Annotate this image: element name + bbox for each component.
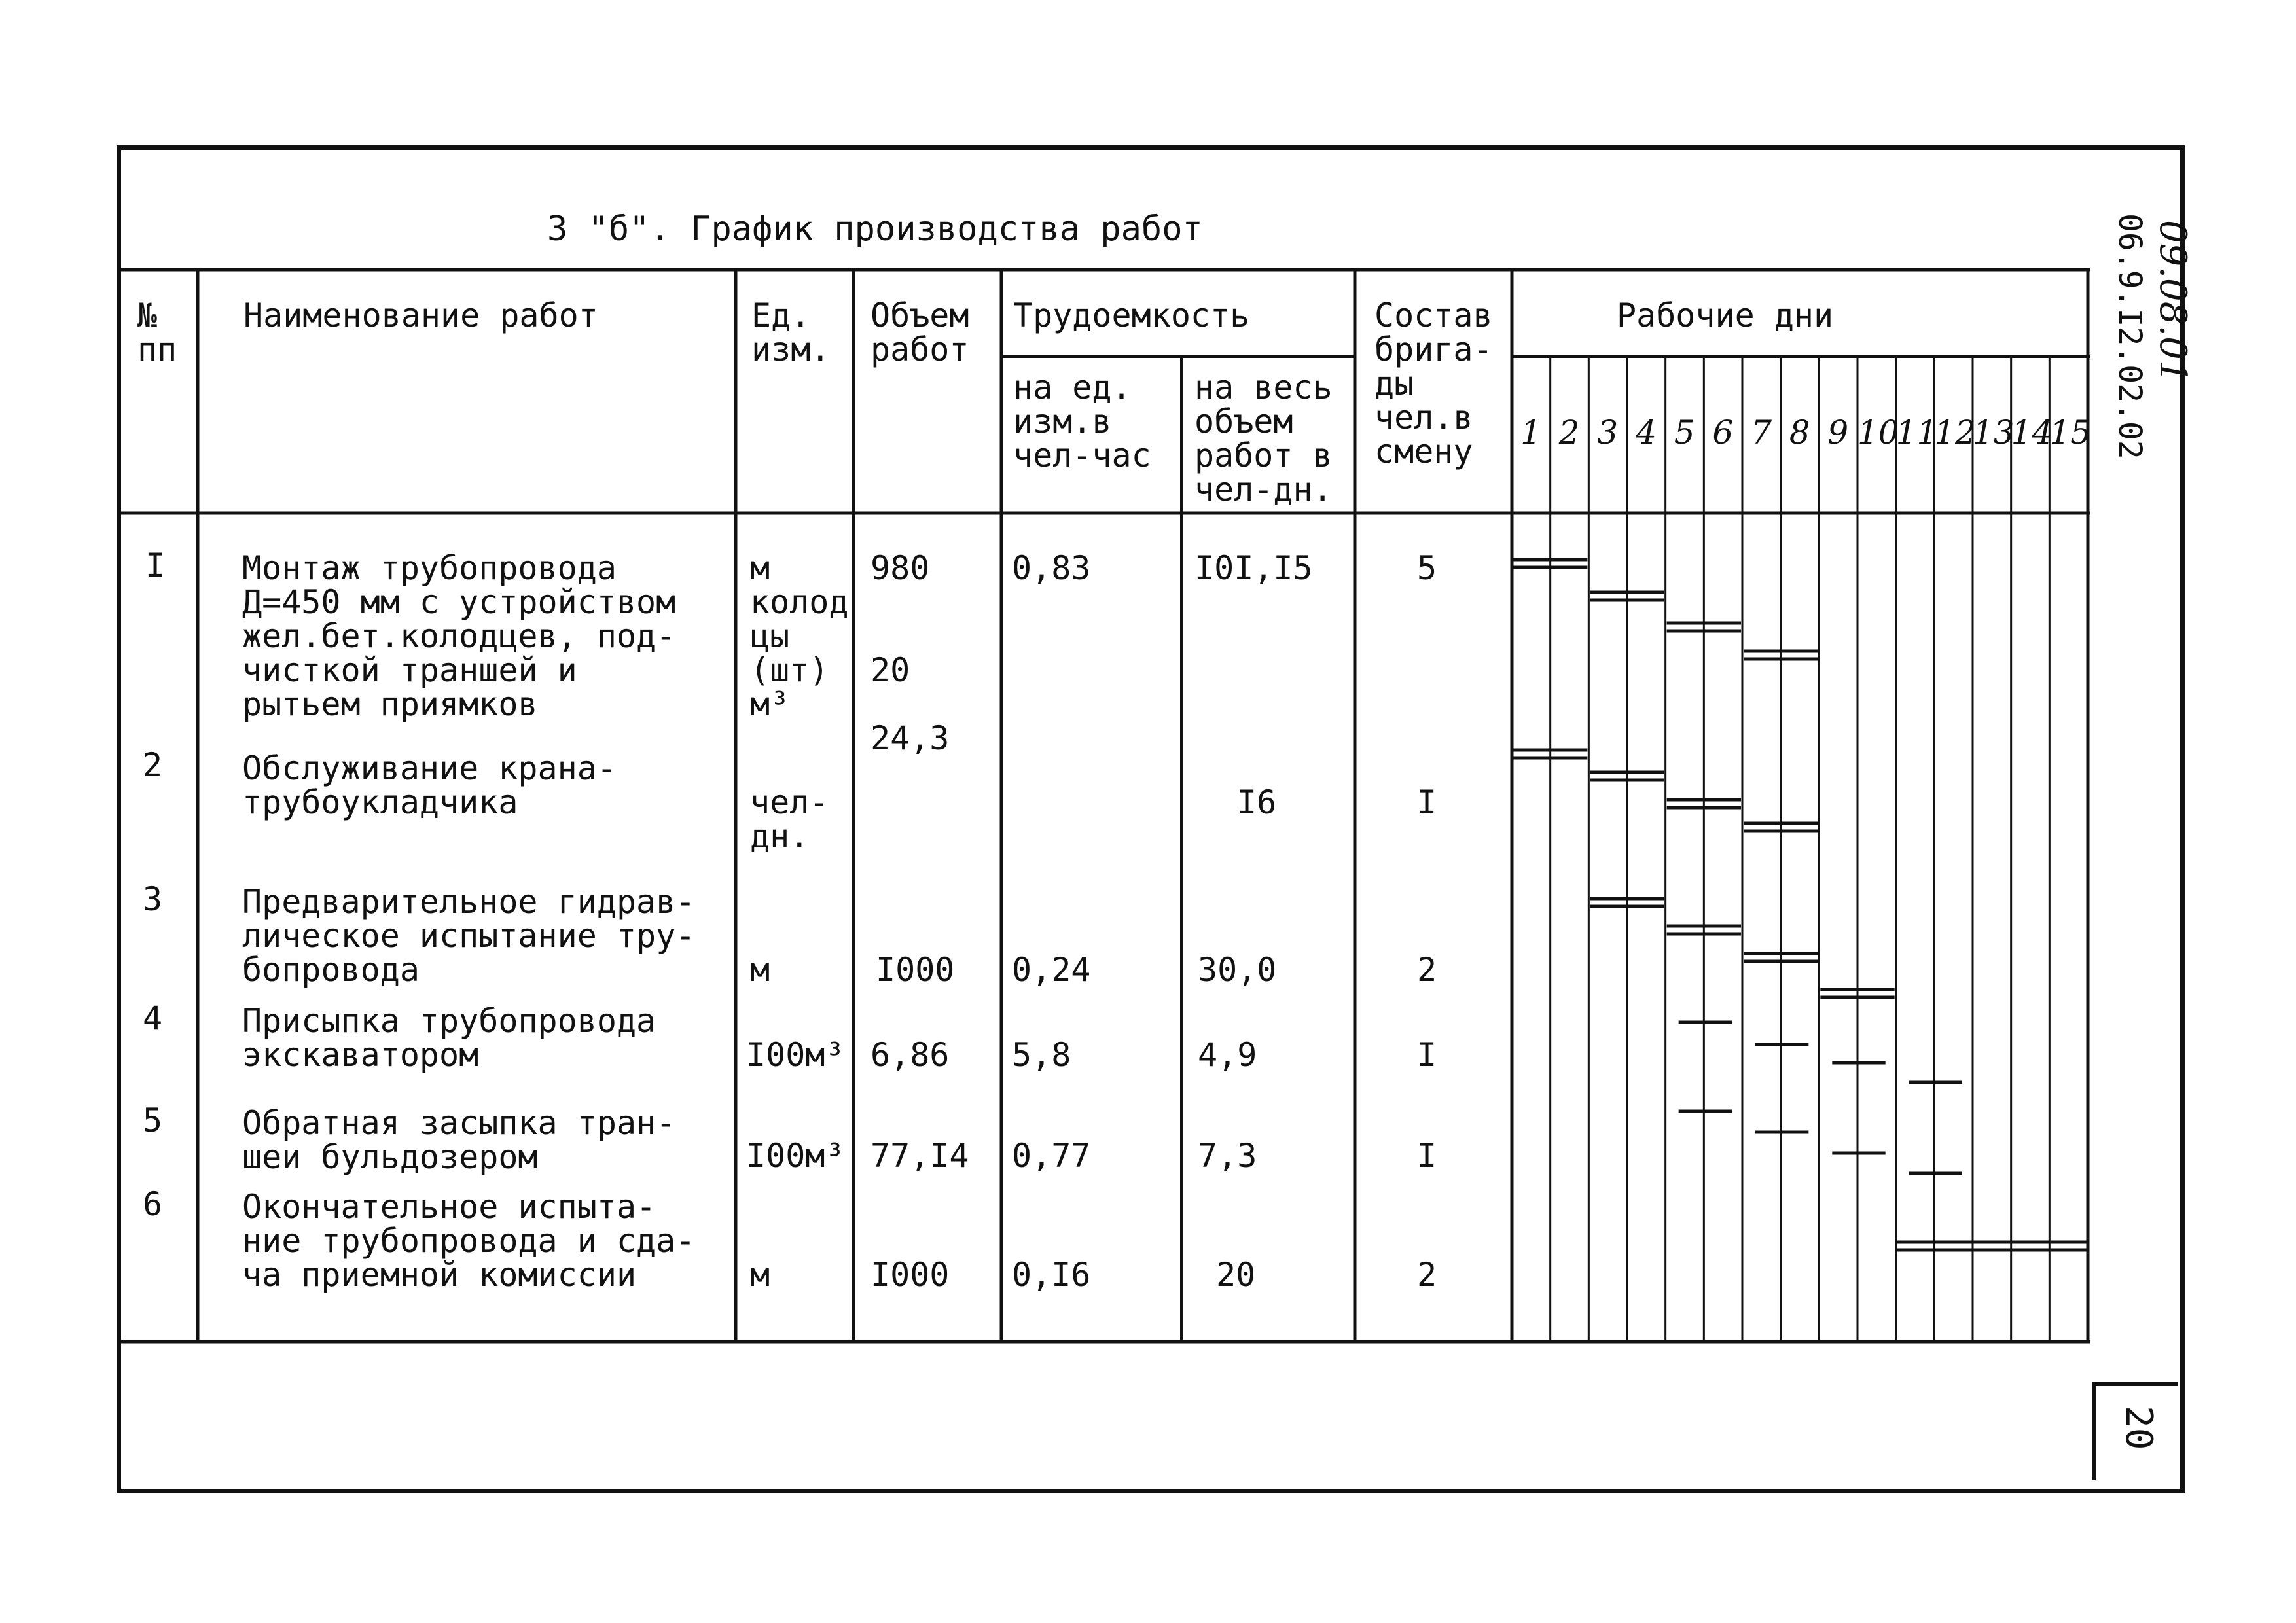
day-label: 3 [1597, 414, 1619, 452]
day-label: 10 [1857, 414, 1899, 452]
row-name: Окончательное испыта- ние трубопровода и сда- ча приемной комиссии [242, 1188, 696, 1294]
row-labor-unit: 0,24 [1012, 951, 1091, 989]
header-num: № пп [137, 296, 177, 368]
header-labor-total: на весь объем работ в чел-дн. [1194, 368, 1333, 508]
row-labor-total: 7,3 [1198, 1137, 1257, 1175]
row-unit: м колод цы (шт) м³ [750, 549, 849, 723]
row-num: 2 [143, 746, 163, 784]
row-labor-unit: 0,I6 [1012, 1256, 1091, 1294]
row-name: Обслуживание крана- трубоукладчика [242, 749, 617, 821]
day-label: 8 [1789, 414, 1810, 452]
day-label: 12 [1934, 414, 1976, 452]
side-doc-code: 06.9.I2.02.02 [2111, 213, 2148, 459]
side-handwritten-code: 09.08.01 [2151, 220, 2194, 383]
row-unit: м [750, 951, 770, 989]
day-label: 11 [1895, 414, 1938, 452]
row-crew: 2 [1417, 951, 1437, 989]
row-crew: I [1417, 1137, 1437, 1175]
page-number: 20 [2117, 1406, 2160, 1450]
day-label: 15 [2049, 414, 2091, 452]
row-num: I [145, 546, 166, 584]
row-unit: чел- дн. [750, 783, 829, 855]
row-unit: I00м³ [746, 1137, 845, 1175]
row-labor-total: I0I,I5 [1194, 549, 1313, 587]
row-labor-unit: 5,8 [1012, 1036, 1071, 1074]
row-name: Обратная засыпка тран- шеи бульдозером [242, 1104, 676, 1176]
row-labor-unit: 0,83 [1012, 549, 1091, 587]
row-volume: I000 [870, 1256, 950, 1294]
row-labor-total: I6 [1237, 783, 1277, 821]
day-label: 2 [1558, 414, 1580, 452]
day-label: 14 [2011, 414, 2053, 452]
row-name: Предварительное гидрав- лическое испытание тру- бопровода [242, 883, 696, 989]
row-num: 6 [143, 1185, 163, 1223]
row-num: 4 [143, 999, 163, 1037]
row-labor-total: 30,0 [1198, 951, 1277, 989]
header-days: Рабочие дни [1617, 296, 1834, 334]
row-labor-total: 4,9 [1198, 1036, 1257, 1074]
day-label: 5 [1674, 414, 1695, 452]
header-crew: Состав брига- ды чел.в смену [1374, 296, 1493, 471]
row-crew: I [1417, 783, 1437, 821]
header-labor: Трудоемкость [1013, 296, 1250, 334]
day-label: 7 [1751, 414, 1772, 452]
row-labor-unit: 0,77 [1012, 1137, 1091, 1175]
row-volume: 980 20 24,3 [870, 549, 950, 757]
day-label: 4 [1636, 414, 1657, 452]
day-label: 6 [1712, 414, 1734, 452]
header-name: Наименование работ [243, 296, 598, 334]
row-volume: 6,86 [870, 1036, 950, 1074]
row-crew: 5 [1417, 549, 1437, 587]
header-unit: Ед. изм. [751, 296, 831, 368]
row-unit: I00м³ [746, 1036, 845, 1074]
day-label: 13 [1973, 414, 2015, 452]
header-volume: Объем работ [870, 296, 969, 368]
document-title: 3 "б". График производства работ [547, 209, 1203, 249]
header-labor-unit: на ед. изм.в чел-час [1013, 368, 1151, 474]
row-num: 5 [143, 1101, 163, 1139]
row-crew: I [1417, 1036, 1437, 1074]
row-unit: м [750, 1256, 770, 1294]
row-name: Присыпка трубопровода экскаватором [242, 1002, 656, 1074]
day-label: 9 [1827, 414, 1849, 452]
row-crew: 2 [1417, 1256, 1437, 1294]
row-volume: 77,I4 [870, 1137, 969, 1175]
row-volume: I000 [876, 951, 955, 989]
row-labor-total: 20 [1216, 1256, 1256, 1294]
day-label: 1 [1520, 414, 1541, 452]
row-name: Монтаж трубопровода Д=450 мм с устройством жел.бет.колодцев, под- чисткой траншей и рытьем приямков [242, 549, 676, 723]
row-num: 3 [143, 880, 163, 918]
